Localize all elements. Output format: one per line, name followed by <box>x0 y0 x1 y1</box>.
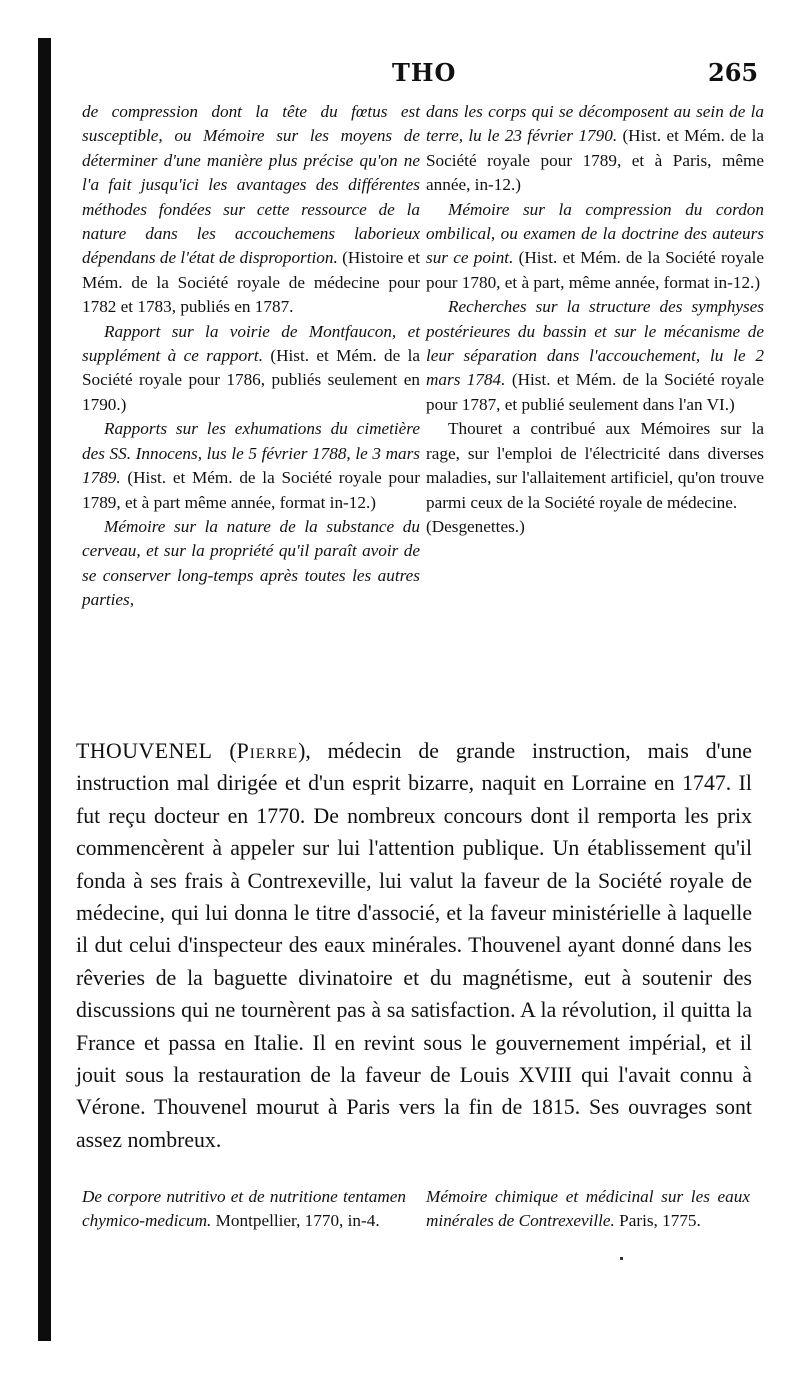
work-title: Rapport sur la voirie de Montfaucon, et supplément à ce rapport. <box>82 321 420 366</box>
entry-body: ), médecin de grande instruction, mais d'une instruction mal dirigée et d'un esprit bizarre, naquit en Lorraine en 1747. Il fut reçu docteur en 1770. De nombreux concours dont il remporta les prix commencèrent à appeler sur lui l'attention publique. Un établissement qu'il fonda à ses frais à Contrexeville, lui valut la faveur de la Société royale de médecine, qui lui donna le titre d'associé, et la faveur ministérielle à laquelle il dut celui d'inspecteur des eaux minérales. Thouvenel ayant donné dans les rêveries de la baguette divinatoire et du magnétisme, eut à soutenir des discussions qui ne tournèrent pas à sa satisfaction. A la révolution, il quitta la France et passa en Italie. Il en revint sous le gouvernement impérial, et il jouit sous la restauration de la faveur de Louis XVIII qui l'avait connu à Vérone. Thouvenel mourut à Paris vers la fin de 1815. Ses ouvrages sont assez nombreux. <box>76 739 752 1152</box>
entry-forename: Pierre <box>236 739 299 763</box>
ink-speck <box>620 1257 623 1260</box>
paragraph <box>426 198 764 296</box>
publication-note: (Hist. et Mém. de la Société royale pour 1780, et à part, même année, format in-12.) <box>426 248 764 292</box>
work-title: de compression dont la tête du fœtus est susceptible, ou Mémoire sur les moyens de déterminer d'une manière plus précise qu'on ne l'a fait jusqu'ici les avantages des différentes méthodes fondées sur cette ressource de la nature dans les accouchemens laborieux dépendans de l'état de disproportion. <box>82 102 420 268</box>
bibliography-item <box>82 1185 406 1234</box>
paragraph: Thouret a contribué aux Mémoires sur la rage, sur l'emploi de l'électricité dans diverses maladies, sur l'allaitement artificiel, qu'on trouve parmi ceux de la Société royale de médecine. <box>426 419 764 512</box>
page-edge-shadow <box>38 38 51 1341</box>
author-signature: (Desgenettes.) <box>426 516 525 536</box>
work-title: Recherches sur la structure des symphyses postérieures du bassin et sur le mécanisme de leur séparation dans l'accouchement, lu le 2 mars 1784. <box>426 297 764 390</box>
entry-headword: THOUVENEL <box>76 739 213 763</box>
paragraph <box>82 320 420 418</box>
work-title: De corpore nutritivo et de nutritione tentamen chymico-medicum. <box>82 1187 406 1231</box>
paragraph <box>426 100 764 198</box>
work-title: Mémoire chimique et médicinal sur les eaux minérales de Contrexeville. <box>426 1187 750 1231</box>
publication-note: Paris, 1775. <box>614 1211 701 1231</box>
bibliography-item <box>426 1185 750 1234</box>
publication-note: Montpellier, 1770, in-4. <box>211 1211 380 1231</box>
right-column <box>426 100 764 539</box>
work-title: Mémoire sur la compression du cordon ombilical, ou examen de la doctrine des auteurs sur ce point. <box>426 199 764 268</box>
page-number: 265 <box>708 58 759 87</box>
paragraph <box>426 295 764 417</box>
left-column <box>82 100 420 613</box>
work-title: Mémoire sur la nature de la substance du cerveau, et sur la propriété qu'il paraît avoir de se conserver long-temps après toutes les autres parties, <box>82 516 420 610</box>
work-title: dans les corps qui se décomposent au sein de la terre, lu le 23 février 1790. <box>426 102 764 146</box>
publication-note: (Histoire et Mém. de la Société royale de médecine pour 1782 et 1783, publiés en 1787. <box>82 248 420 317</box>
paragraph <box>82 515 420 613</box>
biography-entry: THOUVENEL (Pierre), médecin de grande instruction, mais d'une instruction mal dirigée et d'un esprit bizarre, naquit en Lorraine en 1747. Il fut reçu docteur en 1770. De nombreux concours dont il remporta les prix commencèrent à appeler sur lui l'attention publique. Un établissement qu'il fonda à ses frais à Contrexeville, lui valut la faveur de la Société royale de médecine, qui lui donna le titre d'associé, et la faveur ministérielle à laquelle il dut celui d'inspecteur des eaux minérales. Thouvenel ayant donné dans les rêveries de la baguette divinatoire et du magnétisme, eut à soutenir des discussions qui ne tournèrent pas à sa satisfaction. A la révolution, il quitta la France et passa en Italie. Il en revint sous le gouvernement impérial, et il jouit sous la restauration de la faveur de Louis XVIII qui l'avait connu à Vérone. Thouvenel mourut à Paris vers la fin de 1815. Ses ouvrages sont assez nombreux. <box>76 739 752 1152</box>
paragraph <box>82 417 420 515</box>
running-head: THO <box>392 58 457 87</box>
publication-note: (Hist. et Mém. de la Société royale pour 1787, et publié seulement dans l'an VI.) <box>426 370 764 414</box>
publication-note: (Hist. et Mém. de la Société royale pour 1786, publiés seulement en 1790.) <box>82 346 420 414</box>
publication-note: (Hist. et Mém. de la Société royale pour 1789, et à Paris, même année, in-12.) <box>426 126 765 195</box>
work-title: Rapports sur les exhumations du cimetière des SS. Innocens, lus le 5 février 1788, le 3 mars 1789. <box>82 419 420 488</box>
publication-note: (Hist. et Mém. de la Société royale pour 1789, et à part même année, format in-12.) <box>82 468 420 512</box>
paragraph <box>82 100 420 320</box>
